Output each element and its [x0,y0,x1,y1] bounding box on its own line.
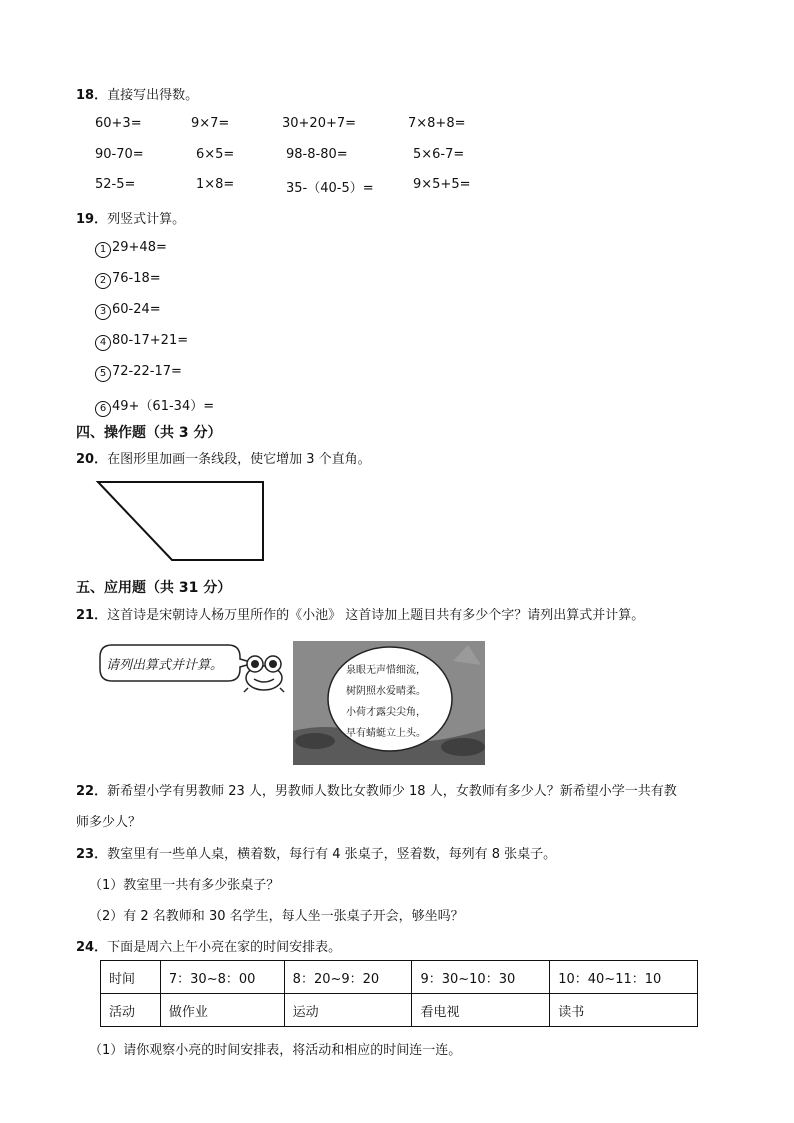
q18-item: 30+20+7= [282,116,357,131]
bubble-text: 请列出算式并计算。 [106,658,224,673]
q19-item-6 [95,395,214,417]
poem-line: 小荷才露尖尖角， [346,707,426,718]
poem-line: 树阴照水爱晴柔。 [346,686,426,697]
q19-expr: 72-22-17= [112,364,182,379]
q19-item-3 [95,302,161,320]
q23-number: 23． [76,847,108,862]
q18-item: 6×5= [196,147,235,162]
q21-number: 21． [76,608,108,623]
q19-expr: 76-18= [112,271,161,286]
q18-item: 5×6-7= [413,147,465,162]
frog-icon [240,652,288,694]
poem-illustration [293,641,485,765]
q21-text: 这首诗是宋朝诗人杨万里所作的《小池》 这首诗加上题目共有多少个字？请列出算式并计算。 [107,608,645,623]
table-cell: 读书 [550,994,698,1027]
q19-item-1 [95,240,167,258]
q20-text: 在图形里加画一条线段，使它增加 3 个直角。 [107,452,371,467]
section5-title: 五、应用题（共 31 分） [76,580,232,596]
circled-number: 4 [95,335,111,351]
q24-text: 下面是周六上午小亮在家的时间安排表。 [107,940,342,955]
q23-heading [76,843,556,862]
table-cell: 8：20~9：20 [284,961,412,994]
table-cell: 9：30~10：30 [412,961,550,994]
q18-item: 9×5+5= [413,177,471,192]
q18-item: 60+3= [95,116,142,131]
poem-line: 泉眼无声惜细流， [346,665,426,676]
q23-sub2: （2）有 2 名教师和 30 名学生，每人坐一张桌子开会，够坐吗？ [89,909,464,924]
q19-heading [76,208,185,227]
q18-item: 1×8= [196,177,235,192]
q18-item: 35-（40-5）= [286,181,374,196]
q19-expr: 60-24= [112,302,161,317]
q18-title: 直接写出得数。 [107,88,199,103]
q19-item-5 [95,364,182,382]
q22-line1 [76,780,677,799]
q23-text: 教室里有一些单人桌，横着数，每行有 4 张桌子，竖着数，每列有 8 张桌子。 [107,847,557,862]
q24-heading [76,936,341,955]
circled-number: 6 [95,401,111,417]
q19-title: 列竖式计算。 [107,212,186,227]
q22-line2: 师多少人？ [76,815,142,830]
q19-expr: 29+48= [112,240,167,255]
table-cell: 时间 [101,961,161,994]
q18-item: 52-5= [95,177,136,192]
q18-item: 98-8-80= [286,147,348,162]
circled-number: 1 [95,242,111,258]
q18-heading [76,84,198,103]
trapezoid-figure [90,476,270,566]
q20-heading [76,448,371,467]
q19-item-2 [95,271,161,289]
q20-number: 20． [76,452,108,467]
q22-number: 22． [76,784,108,799]
poem-line: 早有蜻蜓立上头。 [346,728,426,739]
section4-title: 四、操作题（共 3 分） [76,425,222,441]
circled-number: 5 [95,366,111,382]
table-cell: 7：30~8：00 [160,961,284,994]
table-cell: 运动 [284,994,412,1027]
q19-number: 19． [76,212,108,227]
q19-item-4 [95,333,188,351]
q18-item: 7×8+8= [408,116,466,131]
trapezoid-shape [98,482,263,560]
q18-item: 90-70= [95,147,144,162]
table-cell: 做作业 [160,994,284,1027]
q19-expr: 80-17+21= [112,333,189,348]
q18-item: 9×7= [191,116,230,131]
q18-number: 18． [76,88,108,103]
table-cell: 10：40~11：10 [550,961,698,994]
circled-number: 2 [95,273,111,289]
q24-sub1: （1）请你观察小亮的时间安排表，将活动和相应的时间连一连。 [89,1043,462,1058]
q22-text: 新希望小学有男教师 23 人，男教师人数比女教师少 18 人，女教师有多少人？新希望小学一共有教 [107,784,677,799]
table-cell: 看电视 [412,994,550,1027]
circled-number: 3 [95,304,111,320]
q24-number: 24． [76,940,108,955]
table-row [101,961,698,994]
table-cell: 活动 [101,994,161,1027]
q23-sub1: （1）教室里一共有多少张桌子？ [89,878,280,893]
schedule-table [100,960,698,1027]
q21-heading [76,604,644,623]
table-row [101,994,698,1027]
q19-expr: 49+（61-34）= [112,399,215,414]
